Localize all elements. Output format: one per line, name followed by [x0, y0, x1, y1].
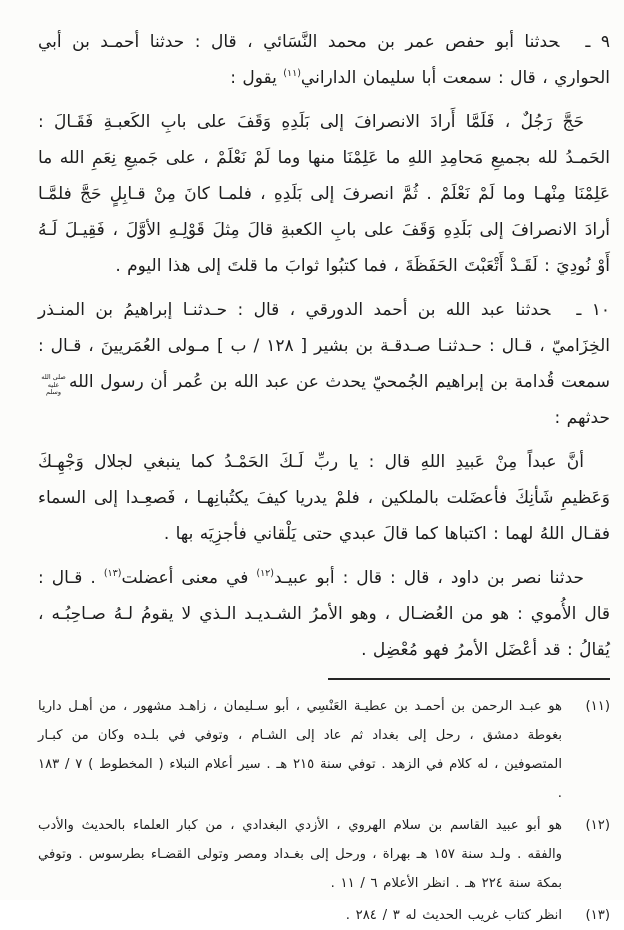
- footnote-13-marker: (١٣): [585, 908, 610, 923]
- hadith-9-isnad-text: حدثنا أبو حفص عمر بن محمد النَّسَائي ، قال : حدثنا أحمـد بن أبي الحواري ، قال : سمعت أبا سليمان الداراني: [38, 32, 610, 88]
- hadith-9-number: ٩ ـ: [585, 32, 610, 52]
- hadith-9-isnad: [38, 24, 610, 96]
- commentary-text-1: حدثنا نصر بن داود ، قال : قال : أبو عبيـد: [274, 568, 584, 588]
- hadith-9-isnad-tail: يقول :: [230, 68, 277, 88]
- hadith-9-matn: حَجَّ رَجُلٌ ، فَلَمَّا أَرادَ الانصرافَ إلى بَلَدِهِ وَقَفَ على بابِ الكَعبـةِ فَقَـالَ : الحَمـدُ لله بجميعِ مَحامِدِ اللهِ ما عَلِمْنَا منها وما لَمْ نَعْلَمْ ، على جَميعِ نِعَمِ الله ما عَلِمْنَا مِنْهـا وما لَمْ نَعْلَمْ . ثُمَّ انصرفَ إلى بَلَدِهِ ، فلمـا كانَ مِنْ قـابِلٍ حَجَّ فلمَّـا أرادَ الانصرافَ إلى بَلَدِهِ وَقَفَ على بابِ الكعبةِ قالَ مِثلَ قَوْلِـهِ الأوَّلَ ، فَقِيـلَ لَـهُ أَوْ نُودِيَ : لَقَـدْ أَتْعَبْتَ الحَفَظَةَ ، فما كتبُوا ثوابَ ما قلتَ إلى هذا اليوم .: [38, 112, 610, 276]
- footnote-11-text: هو عبـد الرحمن بن أحمـد بن عطيـة العَنْسِي ، أبو سـليمان ، زاهـد مشهور ، من أهـل داريا بغوطة دمشق ، رحل إلى بغداد ثم عاد إلى الشـام ، وتوفي في بلـده وكان من كبـار المتصوفين ، له كلام في الزهد . توفي سنة ٢١٥ هـ . سير أعلام النبلاء ( المخطوط ) ٧ / ١٨٣ .: [38, 699, 562, 801]
- footnote-ref-12: (١٢): [256, 568, 274, 579]
- footnote-11-marker: (١١): [585, 699, 610, 714]
- commentary-text-2: في معنى أعضلت: [121, 568, 249, 588]
- hadith-10-isnad-text: حدثنا عبد الله بن أحمد الدورقي ، قال : حـدثنـا إبراهيمُ بن المنـذر الخِزَاميّ ، قـال : حـدثنـا صـدقـة بن بشير [ ١٢٨ / ب ] مـولى العُمَريينَ ، قـال : سمعت قُدامة بن إبراهيم الجُمحيّ يحدث عن عبد الله بن عُمر أن رسول الله: [38, 300, 610, 392]
- commentary-paragraph: [38, 560, 610, 668]
- footnote-ref-13: (١٣): [103, 568, 122, 579]
- footnote-11: [38, 692, 610, 808]
- hadith-10-isnad: [38, 292, 610, 436]
- footnote-separator: [328, 678, 610, 680]
- footnote-12-marker: (١٢): [585, 818, 610, 833]
- hadith-10-number: ١٠ ـ: [576, 300, 610, 320]
- footnote-ref-11: (١١): [283, 68, 301, 79]
- footnote-12: [38, 811, 610, 898]
- salawat-seal-icon: صلى الله عليه وسلم: [41, 373, 66, 396]
- footnote-13-text: انظر كتاب غريب الحديث له ٣ / ٢٨٤ .: [345, 908, 562, 923]
- footnote-12-text: هو أبو عبيد القاسم بن سلام الهروي ، الأزدي البغدادي ، من كبار العلماء بالحديث والأدب والفقه . ولـد سنة ١٥٧ هـ بهراة ، ورحل إلى بغـداد ومصر وتولى القضـاء بطرسوس . وتوفي بمكة سنة ٢٢٤ هـ . انظر الأعلام ٦ / ١١ .: [38, 818, 562, 891]
- hadith-10-isnad-tail: حدثهم :: [554, 408, 610, 428]
- commentary-text-3: . قـال : قال الأُموي : هو من العُضـال ، وهو الأمرُ الشـديـد الـذي لا يقومُ لـهُ صـاحِبُـه ، يُقالُ : قد أعْضَل الأمرُ فهو مُعْضِل .: [38, 568, 610, 660]
- hadith-10-matn: أنَّ عبداً مِنْ عَبيدِ اللهِ قال : يا ربِّ لَـكَ الحَمْـدُ كما ينبغي لجلال وَجْهِـكَ وَعَظيمِ شَأنِكَ فأعضَلت بالملكين ، فلمْ يدريا كيفَ يكتُبانِهـا ، فَصعِـدا إلى السماء فقـال اللهُ لهما : اكتباها كما قالَ عبدي حتى يَلْقاني فأجزِيَه بها .: [38, 452, 610, 544]
- footnote-13: [38, 901, 610, 930]
